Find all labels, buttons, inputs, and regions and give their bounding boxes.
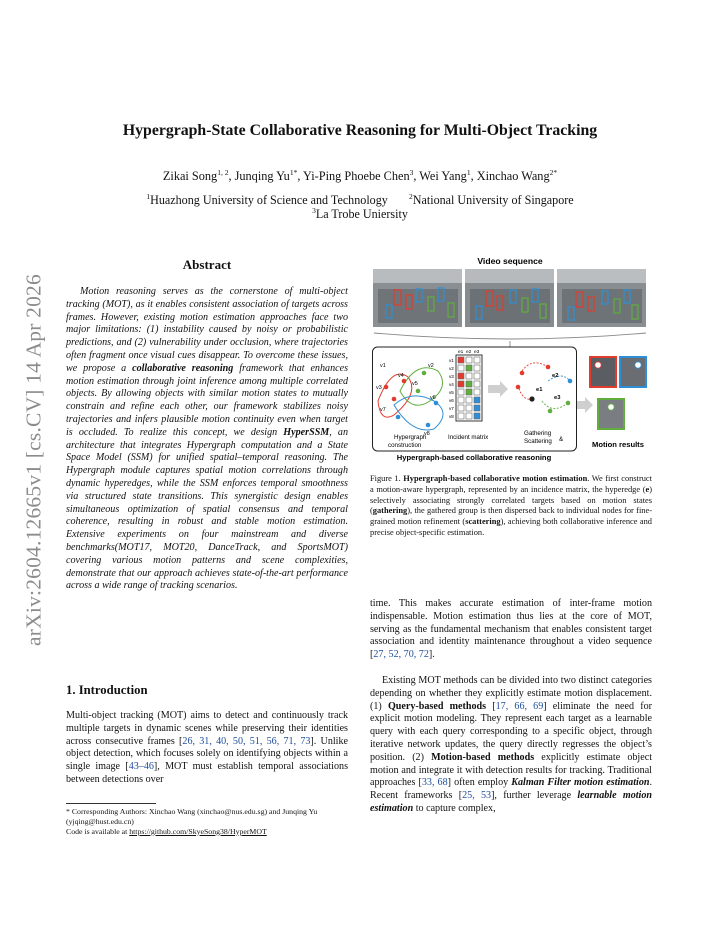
- ampersand: &: [559, 436, 564, 443]
- intro-paragraph-methods: Existing MOT methods can be divided into two distinct categories depending on whether they explicitly estimate motion displacement. (1) Query-based methods [17, 66, 69] eliminate the need for explicit motion modeling. They represent each target as a learnable query with each query corresponding to a specific object, through iterative network updates, the query directly regresses the object’s position. (2) Motion-based methods explicitly estimate object motion and integrate it with detection results for tracking. Traditional approaches [33, 68] often employ Kalman Filter motion estimation. Recent frameworks [25, 53], further leverage learnable motion estimation to capture complex,: [370, 675, 653, 814]
- citation-link[interactable]: 17, 66, 69: [495, 700, 544, 712]
- code-link[interactable]: https://github.com/SkyeSong38/HyperMOT: [129, 826, 267, 836]
- abstract-heading: Abstract: [182, 257, 232, 272]
- matrix-row-label: v7: [449, 406, 454, 411]
- author-affil-mark: 2*: [549, 168, 558, 177]
- intro-paragraph-continued: time. This makes accurate estimation of inter-frame motion indispensable. Motion estimation thus lies at the core of MOT, serving as the fundamental mechanism that enables consistent target association and identity maintenance throughout a video sequence [27, 52, 70, 72].: [370, 598, 652, 661]
- hyperedge-label: e2: [552, 373, 559, 379]
- term-motion-based: Motion-based methods: [431, 751, 535, 763]
- video-frame: [465, 269, 554, 327]
- video-sequence-label: Video sequence: [477, 256, 543, 266]
- footnotes: [66, 807, 348, 836]
- intro-heading: 1. Introduction: [66, 683, 148, 697]
- author-affil-mark: 1, 2: [217, 168, 229, 177]
- matrix-row-label: v3: [449, 374, 454, 379]
- results-arrow: [577, 397, 593, 413]
- matrix-column-label: e1: [458, 350, 464, 355]
- method-name: HyperSSM: [283, 426, 330, 438]
- arxiv-stamp: [14, 250, 54, 670]
- figure-1: [372, 253, 658, 465]
- citation-link[interactable]: 26, 31, 40, 50, 51, 56, 71, 73: [182, 735, 311, 747]
- hyperedge-label: e1: [536, 387, 543, 393]
- author-list: [60, 169, 660, 184]
- node-label: v6: [430, 395, 436, 401]
- abstract-emphasis: collaborative reasoning: [132, 362, 234, 374]
- scattering-label: Scattering: [524, 438, 552, 445]
- author-affil-mark: 3: [409, 168, 414, 177]
- node-label: v2: [428, 363, 434, 369]
- matrix-row-label: v1: [449, 358, 454, 363]
- abstract-section: [66, 257, 348, 593]
- abstract-text: Motion reasoning serves as the cornerstone of multi-object tracking (MOT), as it enables consistent association of targets across frames. However, existing motion estimation approaches face two major limitations: (1) instability caused by noisy or probabilistic predictions, and (2) vulnerability under occlusion, where trajectories often fragment once visual cues disappear. To overcome these issues, we propose a collaborative reasoning framework that enhances motion estimation through joint inference among multiple correlated objects. By allowing objects with similar motion states to mutually constrain and refine each other, our framework stabilizes noisy trajectories and infers plausible motion continuity even when target is occluded. To realize this concept, we design HyperSSM, an architecture that integrates Hypergraph computation and a State Space Model (SSM) for unified spatial–temporal reasoning. The Hypergraph module captures spatial motion correlations through dynamic hyperedges, while the SSM enforces temporal smoothness via structured state transitions. This synergistic design enables simultaneous optimization of spatial consensus and temporal coherence, resulting in robust and stable motion estimation. Extensive experiments on four mainstream and diverse benchmarks(MOT17, MOT20, DanceTrack, and SportsMOT) covering various motion patterns and scene complexities, demonstrate that our approach achieves state-of-the-art performance across a wide range of tracking scenarios.: [66, 286, 349, 592]
- term-kalman: Kalman Filter motion estimation: [511, 777, 650, 789]
- video-frame: [557, 269, 646, 327]
- affiliation-hust: Huazhong University of Science and Technology: [150, 193, 388, 207]
- hypergraph-label: Hypergraph: [394, 434, 427, 441]
- hyperedge-label: e3: [554, 395, 561, 401]
- gathering-label: Gathering: [524, 430, 552, 437]
- affil-number: 1: [146, 192, 151, 201]
- node-label: v1: [380, 363, 386, 369]
- matrix-row-label: v8: [449, 414, 454, 419]
- node-label: v5: [412, 381, 418, 387]
- caption-title: Hypergraph-based collaborative motion estimation: [403, 474, 588, 483]
- author: , Xinchao Wang: [470, 169, 550, 183]
- code-availability-note: Code is available at https://github.com/SkyeSong38/HyperMOT: [66, 826, 267, 836]
- arxiv-identifier[interactable]: arXiv:2604.12665v1 [cs.CV] 14 Apr 2026: [21, 274, 46, 646]
- author: , Junqing Yu: [228, 169, 290, 183]
- construction-label: construction: [388, 442, 422, 449]
- reasoning-panel-label: Hypergraph-based collaborative reasoning: [396, 453, 552, 462]
- citation-link[interactable]: 27, 52, 70, 72: [373, 649, 429, 661]
- matrix-row-label: v4: [449, 382, 454, 387]
- video-frame: [373, 269, 462, 327]
- citation-link[interactable]: 25, 53: [462, 790, 492, 802]
- author: Zikai Song: [162, 169, 218, 183]
- frames-brace: [374, 333, 646, 339]
- figure-caption: Figure 1. Hypergraph-based collaborative motion estimation. We first construct a motion-aware hypergraph, represented by an incidence matrix, the hyperedge (e) selectively associating strongly correlated targets based on motion states (gathering), the gathered group is then dispersed back to individual nodes for fine-grained motion refinement (scattering), achieving both collaborative inference and precise object-specific estimation.: [370, 474, 652, 537]
- term-learnable-motion: learnable motion estimation: [370, 790, 653, 814]
- corresponding-authors-note: * Corresponding Authors: Xinchao Wang (xinchao@nus.edu.sg) and Junqing Yu (yjqing@hust.edu.cn): [66, 807, 318, 826]
- hypergraph-diagram: [376, 363, 443, 449]
- affiliation-latrobe: La Trobe Uniersity: [315, 207, 408, 221]
- node-label: v8: [424, 431, 430, 437]
- motion-results-label: Motion results: [592, 440, 644, 449]
- node-label: v3: [376, 385, 382, 391]
- intro-paragraph: Multi-object tracking (MOT) aims to detect and continuously track multiple targets in dynamic scenes while preserving their identities across consecutive frames [26, 31, 40, 50, 51, 56, 71, 73]. Unlike object detection, which focuses solely on identifying objects within a single image [43–46], MOT must establish temporal associations between detections over: [66, 710, 349, 785]
- citation-link[interactable]: 33, 68: [421, 777, 448, 789]
- motion-results: [590, 357, 646, 449]
- affiliation-nus: National University of Singapore: [412, 193, 574, 207]
- video-frames: [373, 269, 646, 327]
- paper-title: Hypergraph-State Collaborative Reasoning for Multi-Object Tracking: [122, 122, 598, 139]
- matrix-row-label: v5: [449, 390, 454, 395]
- author-affil-mark: 1*: [289, 168, 298, 177]
- author: , Wei Yang: [413, 169, 467, 183]
- matrix-column-label: e3: [474, 350, 480, 355]
- node-label: v4: [398, 373, 404, 379]
- flow-arrow: [488, 381, 508, 397]
- matrix-row-label: v6: [449, 398, 454, 403]
- affil-number: 2: [409, 192, 413, 201]
- incident-matrix: [448, 349, 489, 441]
- matrix-column-label: e2: [466, 350, 472, 355]
- affiliations: [60, 193, 660, 221]
- matrix-row-label: v2: [449, 366, 454, 371]
- node-label: v7: [380, 407, 386, 413]
- incident-matrix-label: Incident matrix: [448, 434, 489, 441]
- footnote-rule: [66, 803, 156, 804]
- author: , Yi-Ping Phoebe Chen: [297, 169, 410, 183]
- citation-link[interactable]: 43–46: [128, 761, 154, 773]
- gather-scatter-diagram: [516, 363, 573, 445]
- term-query-based: Query-based methods: [387, 700, 487, 712]
- author-affil-mark: 1: [466, 168, 471, 177]
- figure-1-graphic: [372, 253, 658, 465]
- affil-number: 3: [312, 206, 316, 215]
